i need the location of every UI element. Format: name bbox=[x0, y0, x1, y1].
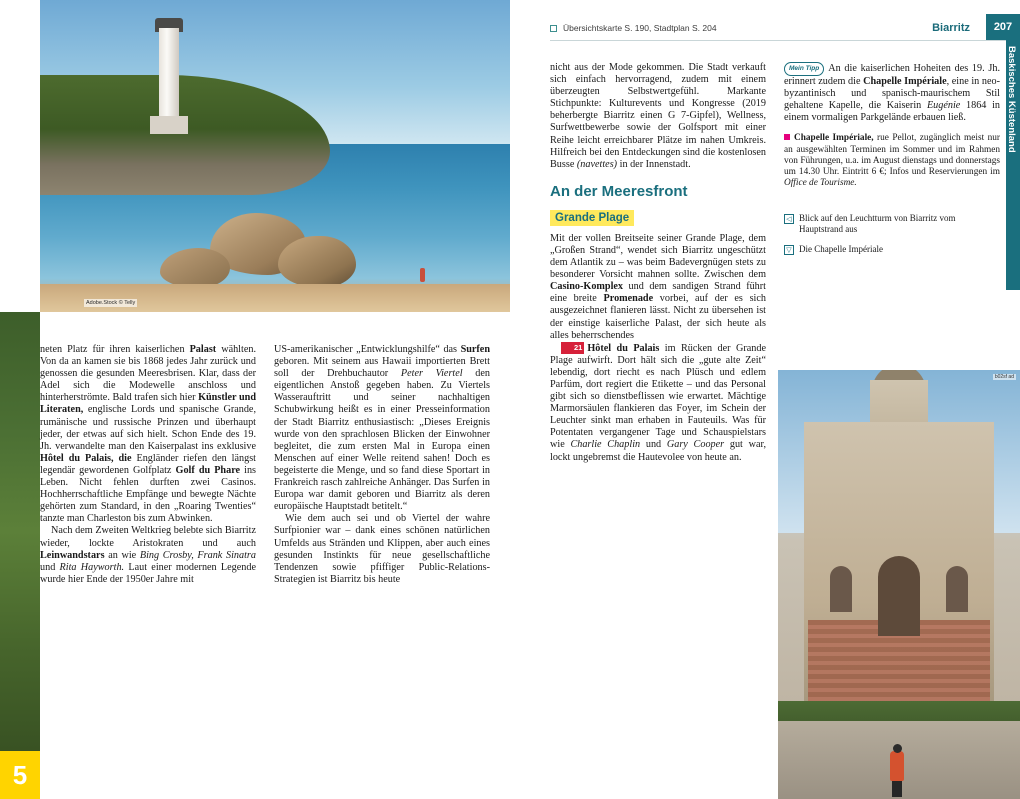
subsection-heading: Grande Plage bbox=[550, 210, 634, 226]
mein-tipp-badge: Mein Tipp bbox=[784, 62, 824, 76]
map-box-icon bbox=[550, 25, 557, 32]
church-portal bbox=[878, 556, 920, 636]
church-window bbox=[946, 566, 968, 612]
chapter-tab: 5 bbox=[0, 751, 40, 799]
photo-beach bbox=[40, 284, 510, 312]
photo-person-head bbox=[893, 744, 902, 753]
paragraph: Nach dem Zweiten Weltkrieg belebte sich Biarritz wieder, lockte Aristokraten und auch Leinwandstars an wie Bing Crosby, Frank Sinatra und Rita Hayworth. Laut einer modernen Legende wurde hier Ende der 1950er Jahre mit bbox=[40, 525, 256, 585]
chapter-side-tab bbox=[1006, 40, 1020, 290]
caption-text: Blick auf den Leuchtturm von Biarritz vom Hauptstrand aus bbox=[799, 212, 956, 234]
info-marker-icon bbox=[784, 134, 790, 140]
chapelle-imperiale-photo bbox=[778, 370, 1020, 799]
info-text: Chapelle Impériale, rue Pellot, zugänglich meist nur an ausgewählten Terminen im Sommer und im Rahmen von Führungen, u.a. im August dienstags und donnerstags um 14.30 Uhr. Eintritt 6 €; Infos und Reservierungen im Office de Tourisme. bbox=[784, 133, 1000, 189]
photo-caption-2 bbox=[784, 244, 1000, 255]
paragraph: Mit der vollen Breitseite seiner Grande Plage, dem „Großen Strand“, wendet sich Biarritz ungeschützt dem Atlantik zu – was beim Badevergnügen stets zu besonderer Vorsicht mahnen sollte. Zwischen dem Casino-Komplex und dem sandigen Strand führt eine breite Promenade vorbei, auf der es sich ausgezeichnet flanieren lässt. Nicht zu übersehen ist der einstige kaiserliche Palast, der sich heute als alles beherrschendes bbox=[550, 232, 766, 341]
left-text-columns bbox=[40, 344, 490, 764]
photo-person-body bbox=[890, 751, 904, 781]
tip-paragraph bbox=[784, 62, 1000, 124]
arrow-down-icon: ▽ bbox=[784, 245, 794, 255]
poi-text: im Rücken der Grande Plage aufwirft. Dort hält sich die „gute alte Zeit“ lebendig, dort riecht es nach Plüsch und edlem Parfüm, dort regiert die Etikette – und das Personal gibt sich so dienstbeflissen wie erwartet. Mächtige Marmorsäulen flankieren das Foyer, im Schein der Leuchter sinkt man erhaben in Fauteuils. Was für Potentaten vergangener Tage und Schauspielstars wie Charlie Chaplin und Gary Cooper gut war, lockt ungebremst die Hautevolee von heute an. bbox=[550, 342, 767, 463]
tip-text: An die kaiserlichen Hoheiten des 19. Jh. erinnert zudem die Chapelle Impériale, eine in neo-byzantinisch und spanisch-maurischem Stil gehaltene Kapelle, die Kaiserin Eugénie 1864 in einem vormaligen Parkgelände erbauen ließ. bbox=[784, 63, 1000, 124]
paragraph: US-amerikanischer „Entwicklungshilfe“ das Surfen geboren. Mit seinem aus Hawaii importierten Brett soll der Drehbuchautor Peter Viertel den eigentlichen Anstoß gegeben haben. Zu Viertels Wasserauftritt und seiner nachhaltigen Schubwirkung heißt es in einer Presseinformation der Stadt Biarritz enthusiastisch: „Dieses Ereignis wurde von den sprachlosen Blicken der Einwohner begleitet, die zum ersten Mal in Europa einen Menschen auf einer Welle reitend sahen! Doch es begeisterte die Menge, und so fand diese Sportart in Frankreich rasch zahlreiche Anhänger. Das Surfen in Europa war damit geboren und Biarritz als deren europäische Hauptstadt betitelt.“ bbox=[274, 344, 491, 513]
paragraph-with-poi bbox=[550, 342, 766, 464]
paragraph: nicht aus der Mode gekommen. Die Stadt verkauft sich einfach hervorragend, zudem mit einem überzeugten Selbstwertgefühl. Markante Stichpunkte: Kulturevents und Kongresse (2019 beherbergte Biarritz einen G 7-Gipfel), Wellness, Surfwettbewerbe sowie der Golfsport mit einer Reihe leicht erreichbarer Plätze im nahen Umkreis. Hilfreich bei den Entdeckungen sind die kostenlosen Busse (navettes) in der Innenstadt. bbox=[550, 62, 766, 170]
photo-credit: b02sf ad bbox=[994, 374, 1014, 380]
photo-rock bbox=[278, 236, 356, 288]
photo-caption-1 bbox=[784, 213, 1000, 235]
photo-credit: Adobe.Stock © Telly bbox=[86, 300, 136, 306]
running-head-title: Biarritz bbox=[932, 22, 970, 34]
photo-person-legs bbox=[892, 779, 902, 797]
poi-name: Hôtel du Palais bbox=[587, 342, 660, 354]
right-column-1 bbox=[550, 62, 766, 464]
poi-badge: 21 bbox=[561, 342, 584, 354]
practical-info bbox=[784, 133, 1000, 189]
caption-text: Die Chapelle Impériale bbox=[799, 243, 883, 254]
photo-person bbox=[420, 268, 425, 282]
running-head-text: Übersichtskarte S. 190, Stadtplan S. 204 bbox=[563, 23, 717, 33]
page-number: 207 bbox=[986, 14, 1020, 40]
running-head bbox=[550, 22, 970, 34]
section-heading: An der Meeresfront bbox=[550, 182, 688, 200]
arrow-left-icon: ◁ bbox=[784, 214, 794, 224]
lighthouse-photo bbox=[40, 0, 510, 312]
lighthouse-tower bbox=[159, 28, 179, 124]
chapter-side-tab-label: Baskisches Küstenland bbox=[1006, 46, 1017, 153]
left-column-2 bbox=[274, 344, 490, 764]
paragraph: Wie dem auch sei und ob Viertel der wahre Surfpionier war – dank eines schönen natürlichen Umfelds aus Stränden und Klippen, aber auch eines gesunden Instinkts für neue gesellschaftliche Tendenzen sowie pfiffiger Public-Relations-Strategien ist Biarritz bis heute bbox=[274, 513, 490, 585]
photo-rock bbox=[160, 248, 230, 288]
left-column-1 bbox=[40, 344, 256, 764]
paragraph: neten Platz für ihren kaiserlichen Palast wählten. Von da an kamen sie bis 1868 jedes Jahr zurück und genossen die gesunden Meeresbrisen. Klar, dass der Adel sich die Modewelle anschloss und hinterherströmte. Bald trafen sich hier Künstler und Literaten, englische Lords und spanische Grande, rumänische und russische Prinzen und überhaupt jeder, der etwas auf sich hielt. Schon Ende des 19. Jh. verwandelte man den Kaiserpalast ins exklusive Hôtel du Palais, die Engländer riefen den längst legendär gewordenen Golfplatz Golf du Phare ins Leben. Nicht fehlen durften zwei Casinos. Hochherrschaftliche Empfänge und bewegte Nächte gehörten zum Standard, in den „Roaring Twenties“ tanzte man Charleston bis zum Abwinken. bbox=[40, 344, 257, 525]
lighthouse-base bbox=[150, 116, 188, 134]
left-edge-photo-strip bbox=[0, 312, 40, 799]
church-window bbox=[830, 566, 852, 612]
header-rule bbox=[550, 40, 1020, 41]
